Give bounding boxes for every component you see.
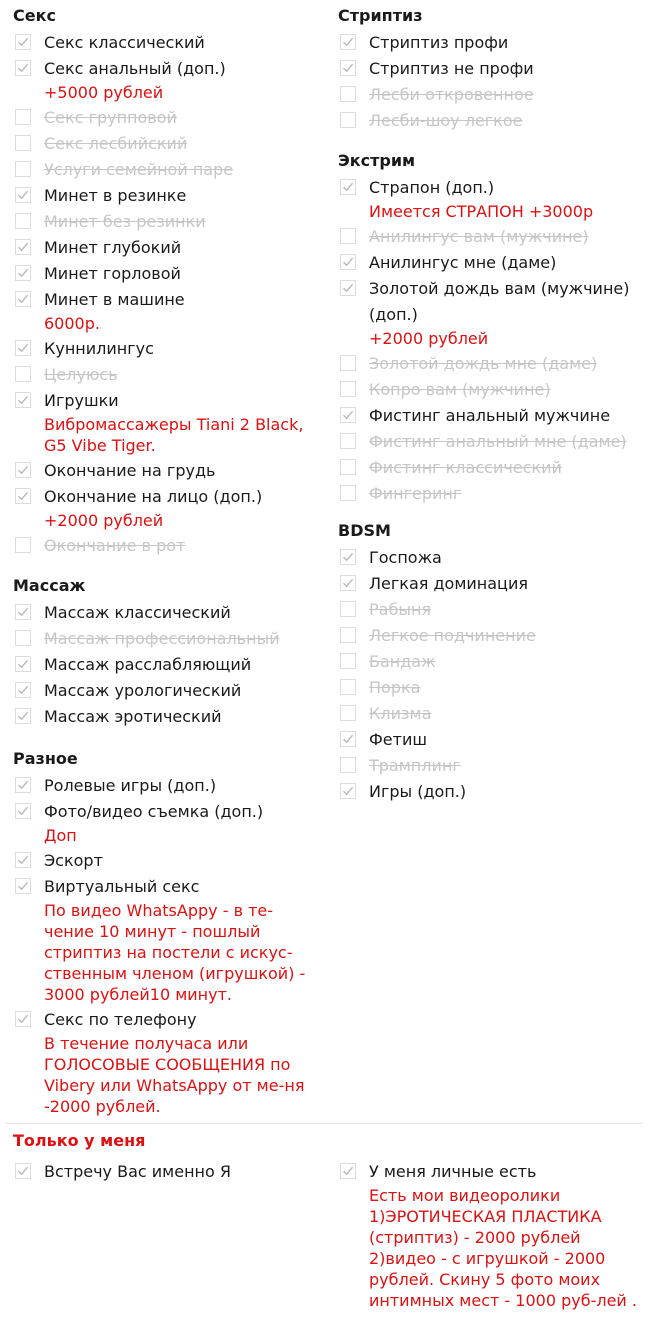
checkbox-unchecked[interactable] <box>340 705 356 721</box>
section-striptease <box>338 0 643 134</box>
service-item[interactable] <box>338 82 643 108</box>
checkmark-icon <box>342 181 354 193</box>
service-item[interactable] <box>338 455 643 481</box>
service-item[interactable] <box>338 224 643 250</box>
service-label: Фистинг анальный мужчине <box>369 406 611 425</box>
service-note: 6000р. <box>44 314 100 333</box>
service-label: Встречу Вас именно Я <box>44 1162 231 1181</box>
services-list <box>13 773 318 1117</box>
service-item[interactable] <box>13 848 318 874</box>
service-item[interactable] <box>338 701 643 727</box>
service-item[interactable] <box>13 1007 318 1117</box>
service-label: Бандаж <box>369 652 436 671</box>
checkmark-icon <box>17 36 29 48</box>
checkbox-unchecked[interactable] <box>340 112 356 128</box>
service-item[interactable] <box>13 157 318 183</box>
checkmark-icon <box>17 684 29 696</box>
service-label: Минет без резинки <box>44 212 206 231</box>
service-label: Массаж урологический <box>44 681 242 700</box>
checkmark-icon <box>342 36 354 48</box>
services-list <box>338 30 643 134</box>
checkbox-checked[interactable] <box>15 1163 31 1179</box>
checkbox-unchecked[interactable] <box>340 485 356 501</box>
checkmark-icon <box>17 805 29 817</box>
service-item[interactable] <box>13 704 318 730</box>
checkbox-checked[interactable] <box>340 280 356 296</box>
service-item[interactable] <box>338 623 643 649</box>
checkmark-icon <box>342 577 354 589</box>
service-item[interactable] <box>338 250 643 276</box>
service-item[interactable] <box>13 261 318 287</box>
checkbox-checked[interactable] <box>15 340 31 356</box>
section-title: BDSM <box>338 521 391 540</box>
checkbox-unchecked[interactable] <box>15 135 31 151</box>
service-note: По видео WhatsAppy - в те-чение 10 минут - пошлый стриптиз на постели с искус-ственным членом (игрушкой) - 3000 рублей10 минут. <box>44 901 306 1004</box>
checkbox-unchecked[interactable] <box>15 161 31 177</box>
service-label: Услуги семейной паре <box>44 160 234 179</box>
service-item[interactable] <box>338 779 643 805</box>
checkbox-checked[interactable] <box>15 34 31 50</box>
service-item[interactable] <box>13 600 318 626</box>
checkbox-checked[interactable] <box>340 60 356 76</box>
service-item[interactable] <box>338 403 643 429</box>
checkmark-icon <box>17 1165 29 1177</box>
checkbox-unchecked[interactable] <box>340 601 356 617</box>
service-item[interactable] <box>13 484 318 531</box>
service-item[interactable] <box>13 56 318 103</box>
service-item[interactable] <box>338 753 643 779</box>
service-item[interactable] <box>13 287 318 334</box>
checkbox-checked[interactable] <box>15 462 31 478</box>
checkbox-unchecked[interactable] <box>340 86 356 102</box>
service-label: Минет глубокий <box>44 238 182 257</box>
section-title: Разное <box>13 749 78 768</box>
service-item[interactable] <box>338 175 643 222</box>
service-item[interactable] <box>13 183 318 209</box>
service-item[interactable] <box>13 533 318 559</box>
service-item[interactable] <box>338 30 643 56</box>
service-item[interactable] <box>338 727 643 753</box>
checkbox-unchecked[interactable] <box>15 630 31 646</box>
services-list <box>338 545 643 805</box>
section-misc <box>13 743 318 1119</box>
checkbox-checked[interactable] <box>340 254 356 270</box>
service-label: Стриптиз не профи <box>369 59 534 78</box>
special-right <box>338 1159 638 1313</box>
service-item[interactable] <box>13 799 318 846</box>
service-item[interactable] <box>13 1159 318 1185</box>
service-item[interactable] <box>13 678 318 704</box>
checkbox-unchecked[interactable] <box>340 381 356 397</box>
checkbox-unchecked[interactable] <box>340 679 356 695</box>
checkmark-icon <box>342 282 354 294</box>
checkmark-icon <box>342 256 354 268</box>
checkmark-icon <box>17 779 29 791</box>
checkbox-checked[interactable] <box>15 1011 31 1027</box>
service-label: Секс групповой <box>44 108 177 127</box>
checkbox-unchecked[interactable] <box>340 228 356 244</box>
checkmark-icon <box>342 409 354 421</box>
checkbox-checked[interactable] <box>340 575 356 591</box>
checkbox-checked[interactable] <box>15 187 31 203</box>
service-item[interactable] <box>338 675 643 701</box>
service-label: Легкое подчинение <box>369 626 536 645</box>
service-label: Виртуальный секс <box>44 877 200 896</box>
checkbox-checked[interactable] <box>15 239 31 255</box>
service-item[interactable] <box>13 336 318 362</box>
service-item[interactable] <box>338 597 643 623</box>
checkmark-icon <box>17 710 29 722</box>
checkbox-unchecked[interactable] <box>340 355 356 371</box>
service-note: +2000 рублей <box>369 329 489 348</box>
service-item[interactable] <box>338 571 643 597</box>
checkbox-unchecked[interactable] <box>340 627 356 643</box>
checkmark-icon <box>17 658 29 670</box>
checkbox-checked[interactable] <box>15 803 31 819</box>
service-label: Госпожа <box>369 548 442 567</box>
checkbox-checked[interactable] <box>15 265 31 281</box>
checkmark-icon <box>17 464 29 476</box>
service-label: Минет в машине <box>44 290 185 309</box>
service-item[interactable] <box>13 652 318 678</box>
service-label: Минет в резинке <box>44 186 187 205</box>
service-item[interactable] <box>338 108 643 134</box>
service-label: Ролевые игры (доп.) <box>44 776 217 795</box>
service-label: Массаж классический <box>44 603 231 622</box>
service-label: Трамплинг <box>369 756 461 775</box>
section-divider <box>6 1123 642 1124</box>
service-label: Фистинг анальный мне (даме) <box>369 432 627 451</box>
service-label: Фистинг классический <box>369 458 562 477</box>
section-title: Массаж <box>13 576 86 595</box>
service-label: Секс классический <box>44 33 205 52</box>
checkbox-checked[interactable] <box>15 777 31 793</box>
service-item[interactable] <box>338 377 643 403</box>
service-label: Игрушки <box>44 391 119 410</box>
service-label: Массаж профессиональный <box>44 629 280 648</box>
section-sex <box>13 0 318 559</box>
checkmark-icon <box>17 267 29 279</box>
service-label: Секс анальный (доп.) <box>44 59 226 78</box>
service-item[interactable] <box>13 30 318 56</box>
service-label: Легкая доминация <box>369 574 528 593</box>
checkbox-unchecked[interactable] <box>15 109 31 125</box>
checkmark-icon <box>17 293 29 305</box>
section-title: Экстрим <box>338 151 416 170</box>
checkbox-unchecked[interactable] <box>340 757 356 773</box>
checkmark-icon <box>342 785 354 797</box>
service-item[interactable] <box>338 649 643 675</box>
checkbox-checked[interactable] <box>340 783 356 799</box>
service-item[interactable] <box>338 276 643 349</box>
service-label: Секс по телефону <box>44 1010 197 1029</box>
checkmark-icon <box>342 551 354 563</box>
services-list <box>338 175 643 507</box>
service-item[interactable] <box>13 105 318 131</box>
service-note: Имеется СТРАПОН +3000р <box>369 202 594 221</box>
service-label: Рабыня <box>369 600 432 619</box>
service-item[interactable] <box>338 1159 638 1311</box>
checkmark-icon <box>342 733 354 745</box>
service-label: Анилингус мне (даме) <box>369 253 557 272</box>
services-list <box>13 30 318 559</box>
service-item[interactable] <box>13 626 318 652</box>
section-massage <box>13 570 318 730</box>
service-label: Куннилингус <box>44 339 154 358</box>
checkbox-checked[interactable] <box>15 656 31 672</box>
checkmark-icon <box>17 854 29 866</box>
checkmark-icon <box>342 1165 354 1177</box>
service-label: Массаж расслабляющий <box>44 655 252 674</box>
section-title: Стриптиз <box>338 6 423 25</box>
checkbox-checked[interactable] <box>340 549 356 565</box>
service-item[interactable] <box>13 388 318 456</box>
section-extreme <box>338 145 643 507</box>
service-label: Окончание на грудь <box>44 461 216 480</box>
service-label: Фетиш <box>369 730 427 749</box>
service-label: Секс лесбийский <box>44 134 188 153</box>
services-list <box>13 600 318 730</box>
checkbox-checked[interactable] <box>15 60 31 76</box>
service-label: Эскорт <box>44 851 103 870</box>
service-item[interactable] <box>13 773 318 799</box>
service-label: Окончание на лицо (доп.) <box>44 487 263 506</box>
checkbox-unchecked[interactable] <box>340 653 356 669</box>
special-section-title: Только у меня <box>13 1131 146 1150</box>
service-label: Фото/видео съемка (доп.) <box>44 802 264 821</box>
service-label: Копро вам (мужчине) <box>369 380 551 399</box>
checkmark-icon <box>17 606 29 618</box>
checkbox-checked[interactable] <box>340 179 356 195</box>
service-item[interactable] <box>13 235 318 261</box>
service-label: Страпон (доп.) <box>369 178 495 197</box>
service-label: Лесби откровенное <box>369 85 534 104</box>
service-label: Фингеринг <box>369 484 462 503</box>
checkmark-icon <box>17 1013 29 1025</box>
service-label: Золотой дождь мне (даме) <box>369 354 598 373</box>
section-bdsm <box>338 515 643 805</box>
service-item[interactable] <box>13 362 318 388</box>
checkbox-checked[interactable] <box>15 852 31 868</box>
service-note: +2000 рублей <box>44 511 164 530</box>
checkbox-checked[interactable] <box>340 731 356 747</box>
service-note: В течение получаса или ГОЛОСОВЫЕ СООБЩЕНИЯ по Vibery или WhatsAppy от ме-ня -2000 рублей. <box>44 1034 305 1116</box>
checkbox-checked[interactable] <box>340 1163 356 1179</box>
checkbox-unchecked[interactable] <box>340 433 356 449</box>
service-label: Анилингус вам (мужчине) <box>369 227 589 246</box>
checkbox-checked[interactable] <box>15 291 31 307</box>
service-label: Золотой дождь вам (мужчине) (доп.) <box>369 279 630 324</box>
checkmark-icon <box>17 880 29 892</box>
service-item[interactable] <box>13 458 318 484</box>
service-note: +5000 рублей <box>44 83 164 102</box>
service-label: Минет горловой <box>44 264 181 283</box>
service-label: Стриптиз профи <box>369 33 509 52</box>
checkmark-icon <box>342 62 354 74</box>
service-label: Лесби-шоу легкое <box>369 111 523 130</box>
checkbox-checked[interactable] <box>15 878 31 894</box>
special-left <box>13 1159 318 1185</box>
service-label: Окончание в рот <box>44 536 186 555</box>
service-label: У меня личные есть <box>369 1162 537 1181</box>
service-item[interactable] <box>338 545 643 571</box>
service-item[interactable] <box>13 131 318 157</box>
checkbox-checked[interactable] <box>15 488 31 504</box>
checkmark-icon <box>17 62 29 74</box>
service-label: Целуюсь <box>44 365 118 384</box>
service-label: Порка <box>369 678 421 697</box>
checkbox-unchecked[interactable] <box>340 459 356 475</box>
checkbox-unchecked[interactable] <box>15 213 31 229</box>
service-item[interactable] <box>13 874 318 1005</box>
service-label: Клизма <box>369 704 432 723</box>
checkbox-checked[interactable] <box>340 34 356 50</box>
section-title: Секс <box>13 6 56 25</box>
service-note: Доп <box>44 826 77 845</box>
checkmark-icon <box>17 189 29 201</box>
checkbox-checked[interactable] <box>15 682 31 698</box>
service-item[interactable] <box>338 429 643 455</box>
checkbox-checked[interactable] <box>15 392 31 408</box>
checkbox-unchecked[interactable] <box>15 366 31 382</box>
service-item[interactable] <box>338 56 643 82</box>
checkmark-icon <box>17 490 29 502</box>
service-label: Массаж эротический <box>44 707 222 726</box>
checkmark-icon <box>17 342 29 354</box>
service-note: Вибромассажеры Tiani 2 Black, G5 Vibe Tiger. <box>44 415 304 455</box>
checkmark-icon <box>17 241 29 253</box>
service-item[interactable] <box>338 481 643 507</box>
service-item[interactable] <box>13 209 318 235</box>
service-note: Есть мои видеоролики 1)ЭРОТИЧЕСКАЯ ПЛАСТИКА (стриптиз) - 2000 рублей 2)видео - с игрушкой - 2000 рублей. Скину 5 фото моих интимных мест - 1000 руб-лей . <box>369 1186 637 1310</box>
checkbox-checked[interactable] <box>340 407 356 423</box>
service-item[interactable] <box>338 351 643 377</box>
checkmark-icon <box>17 394 29 406</box>
checkbox-unchecked[interactable] <box>15 537 31 553</box>
checkbox-checked[interactable] <box>15 604 31 620</box>
checkbox-checked[interactable] <box>15 708 31 724</box>
service-label: Игры (доп.) <box>369 782 467 801</box>
